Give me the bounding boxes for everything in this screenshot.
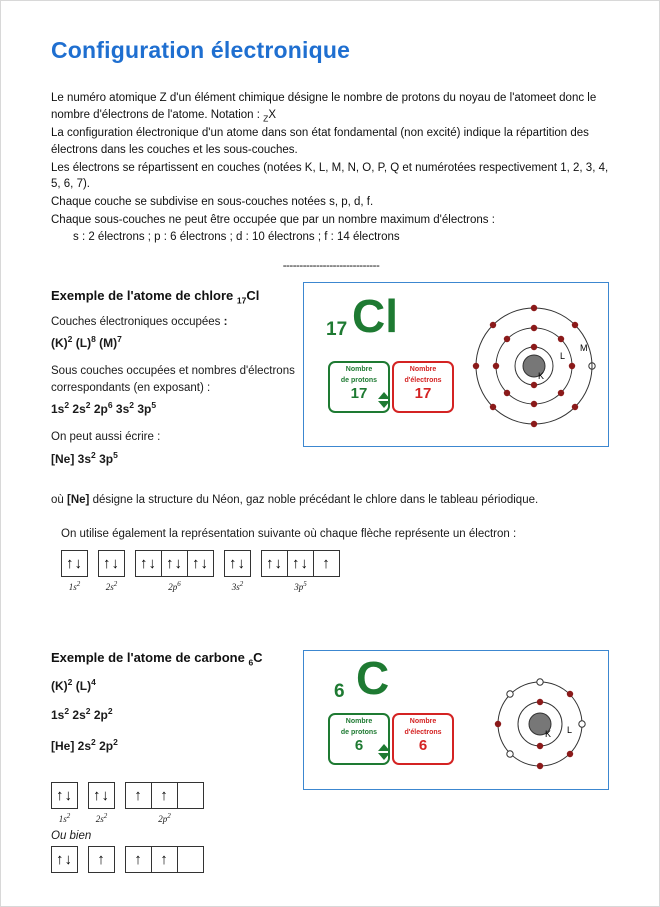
orbital-arrows: ↑ — [134, 786, 143, 804]
chlorine-couches-formula: $(K)^2$ $(L)^8$ $(M)^7$ — [51, 333, 122, 350]
orbital-group-carbon-1s2 — [51, 782, 78, 824]
section-divider: ----------------------------- — [282, 259, 380, 272]
orbital-cell — [125, 846, 152, 873]
chlorine-symbol: Cl — [352, 289, 398, 342]
orbital-arrows: ↑↓ — [56, 850, 73, 868]
carbon-z-number: 6 — [334, 680, 345, 702]
spinner-icon[interactable] — [376, 743, 392, 761]
orbital-arrows: ↑↓ — [93, 786, 110, 804]
orbital-cell — [177, 782, 204, 809]
orbital-group-carbon-2s2 — [88, 782, 115, 824]
orbital-cell — [151, 846, 178, 873]
intro-line-2: La configuration électronique d'un atome dans son état fondamental (non excité) indique la répartition des électrons dans les couches et les sous-couches. — [51, 127, 589, 156]
orbital-arrows: ↑ — [97, 850, 106, 868]
orbital-arrows: ↑↓ — [192, 554, 209, 572]
orbital-arrows: ↑↓ — [140, 554, 157, 572]
document-body — [51, 37, 611, 873]
orbital-group-alt-1 — [51, 846, 78, 873]
svg-text:K: K — [538, 370, 545, 381]
orbital-group-3p5 — [261, 550, 340, 592]
chlorine-protons-value: 17 — [350, 385, 368, 403]
orbital-group-2s2 — [98, 550, 125, 592]
chlorine-repr-text: On utilise également la représentation suivante où chaque flèche représente un électron : — [61, 527, 517, 540]
orbital-cell — [261, 550, 288, 577]
orbital-label: $2s^2$ — [95, 811, 108, 824]
chlorine-text-column — [51, 288, 301, 468]
page-title: Configuration électronique — [51, 37, 351, 63]
chlorine-shell-diagram — [464, 295, 604, 437]
orbital-arrows: ↑ — [322, 554, 331, 572]
orbital-label: $2s^2$ — [105, 579, 118, 592]
chlorine-protons-label-line1: Nombre — [345, 365, 373, 373]
orbital-cell — [98, 550, 125, 577]
svg-text:L: L — [567, 724, 573, 735]
orbital-cell — [88, 846, 115, 873]
carbon-protons-label-line1: Nombre — [345, 717, 373, 725]
carbon-electrons-label-line2: d'électrons — [404, 728, 442, 736]
carbon-text-column — [51, 650, 301, 755]
orbital-arrows: ↑↓ — [229, 554, 246, 572]
orbital-cell — [61, 550, 88, 577]
intro-line-6: s : 2 électrons ; p : 6 électrons ; d : 10 électrons ; f : 14 électrons — [73, 231, 400, 244]
orbital-label: $3s^2$ — [231, 579, 244, 592]
orbital-group-1s2 — [61, 550, 88, 592]
carbon-shell-diagram — [482, 669, 598, 779]
svg-text:M: M — [580, 342, 588, 353]
orbital-arrows: ↑ — [134, 850, 143, 868]
orbital-group-alt-3 — [125, 846, 204, 873]
carbon-he-formula: [He] $2s^2$ $2p^2$ — [51, 736, 118, 753]
svg-text:L: L — [560, 350, 566, 361]
carbon-sous-formula: $1s^2$ $2s^2$ $2p^2$ — [51, 705, 113, 722]
orbital-label: $3p^5$ — [294, 579, 307, 592]
carbon-electrons-label-line1: Nombre — [409, 717, 437, 725]
orbital-group-alt-2 — [88, 846, 115, 873]
carbon-protons-label-line2: de protons — [340, 728, 378, 736]
orbital-label: $2p^2$ — [158, 811, 171, 824]
chlorine-electrons-label-line2: d'électrons — [404, 376, 442, 384]
orbital-cell — [125, 782, 152, 809]
chlorine-protons-label-line2: de protons — [340, 376, 378, 384]
carbon-ou-bien: Ou bien — [51, 829, 92, 842]
intro-line-3: Les électrons se répartissent en couches (notées K, L, M, N, O, P, Q et numérotées respectivement 1, 2, 3, 4, 5, 6, 7). — [51, 161, 609, 191]
orbital-arrows: ↑↓ — [266, 554, 283, 572]
carbon-heading: Exemple de l'atome de carbone $_6$C — [51, 649, 263, 668]
orbital-cell — [177, 846, 204, 873]
svg-text:K: K — [545, 728, 552, 739]
orbital-cell — [135, 550, 162, 577]
intro-paragraphs — [51, 90, 611, 246]
orbital-arrows: ↑↓ — [166, 554, 183, 572]
orbital-label: $1s^2$ — [58, 811, 71, 824]
chlorine-note: où [Ne] désigne la structure du Néon, gaz noble précédant le chlore dans le tableau périodique. — [51, 493, 539, 506]
orbital-cell — [161, 550, 188, 577]
chlorine-electrons-counter — [392, 361, 454, 413]
intro-line-4: Chaque couche se subdivise en sous-couches notées s, p, d, f. — [51, 195, 374, 208]
chlorine-section — [51, 288, 611, 488]
orbital-group-3s2 — [224, 550, 251, 592]
carbon-orbital-row-alt — [51, 846, 611, 873]
orbital-label: $2p^6$ — [168, 579, 181, 592]
chlorine-z-number: 17 — [326, 318, 348, 340]
orbital-arrows: ↑↓ — [103, 554, 120, 572]
orbital-arrows: ↑↓ — [292, 554, 309, 572]
orbital-cell — [313, 550, 340, 577]
carbon-protons-value: 6 — [354, 737, 364, 755]
intro-line-1: Le numéro atomique Z d'un élément chimique désigne le nombre de protons du noyau de l'atomeet donc le nombre d'électrons de l'atome. Notation : $_Z$X — [51, 92, 597, 123]
carbon-symbol: C — [356, 651, 390, 704]
chlorine-electrons-value: 17 — [414, 385, 432, 403]
intro-line-5: Chaque sous-couches ne peut être occupée que par un nombre maximum d'électrons : — [51, 213, 495, 226]
orbital-cell — [88, 782, 115, 809]
orbital-cell — [187, 550, 214, 577]
chlorine-couches-label: Couches électroniques occupées : — [51, 315, 228, 328]
spinner-icon[interactable] — [376, 391, 392, 409]
carbon-electrons-counter — [392, 713, 454, 765]
orbital-cell — [51, 846, 78, 873]
carbon-section — [51, 650, 611, 800]
orbital-arrows: ↑ — [160, 786, 169, 804]
chlorine-sous-formula: $1s^2$ $2s^2$ $2p^6$ $3s^2$ $3p^5$ — [51, 400, 157, 417]
orbital-cell — [151, 782, 178, 809]
carbon-couches-formula: $(K)^2$ $(L)^4$ — [51, 676, 96, 693]
orbital-arrows — [178, 783, 203, 808]
chlorine-aussi-label: On peut aussi écrire : — [51, 431, 161, 444]
orbital-arrows: ↑↓ — [66, 554, 83, 572]
orbital-cell — [51, 782, 78, 809]
chlorine-ne-formula: [Ne] $3s^2$ $3p^5$ — [51, 449, 118, 466]
orbital-arrows: ↑ — [160, 850, 169, 868]
chlorine-electrons-label-line1: Nombre — [409, 365, 437, 373]
carbon-atom-diagram — [303, 650, 609, 790]
chlorine-orbital-row — [51, 550, 611, 592]
orbital-group-2p6 — [135, 550, 214, 592]
orbital-cell — [224, 550, 251, 577]
orbital-cell — [287, 550, 314, 577]
chlorine-atom-diagram — [303, 282, 609, 447]
orbital-group-carbon-2p2 — [125, 782, 204, 824]
orbital-arrows: ↑↓ — [56, 786, 73, 804]
carbon-electrons-value: 6 — [418, 737, 428, 755]
orbital-arrows — [178, 847, 203, 872]
chlorine-sous-label: Sous couches occupées et nombres d'électrons correspondants (en exposant) : — [51, 364, 295, 395]
orbital-label: $1s^2$ — [68, 579, 81, 592]
chlorine-heading: Exemple de l'atome de chlore $_{17}$Cl — [51, 287, 260, 306]
